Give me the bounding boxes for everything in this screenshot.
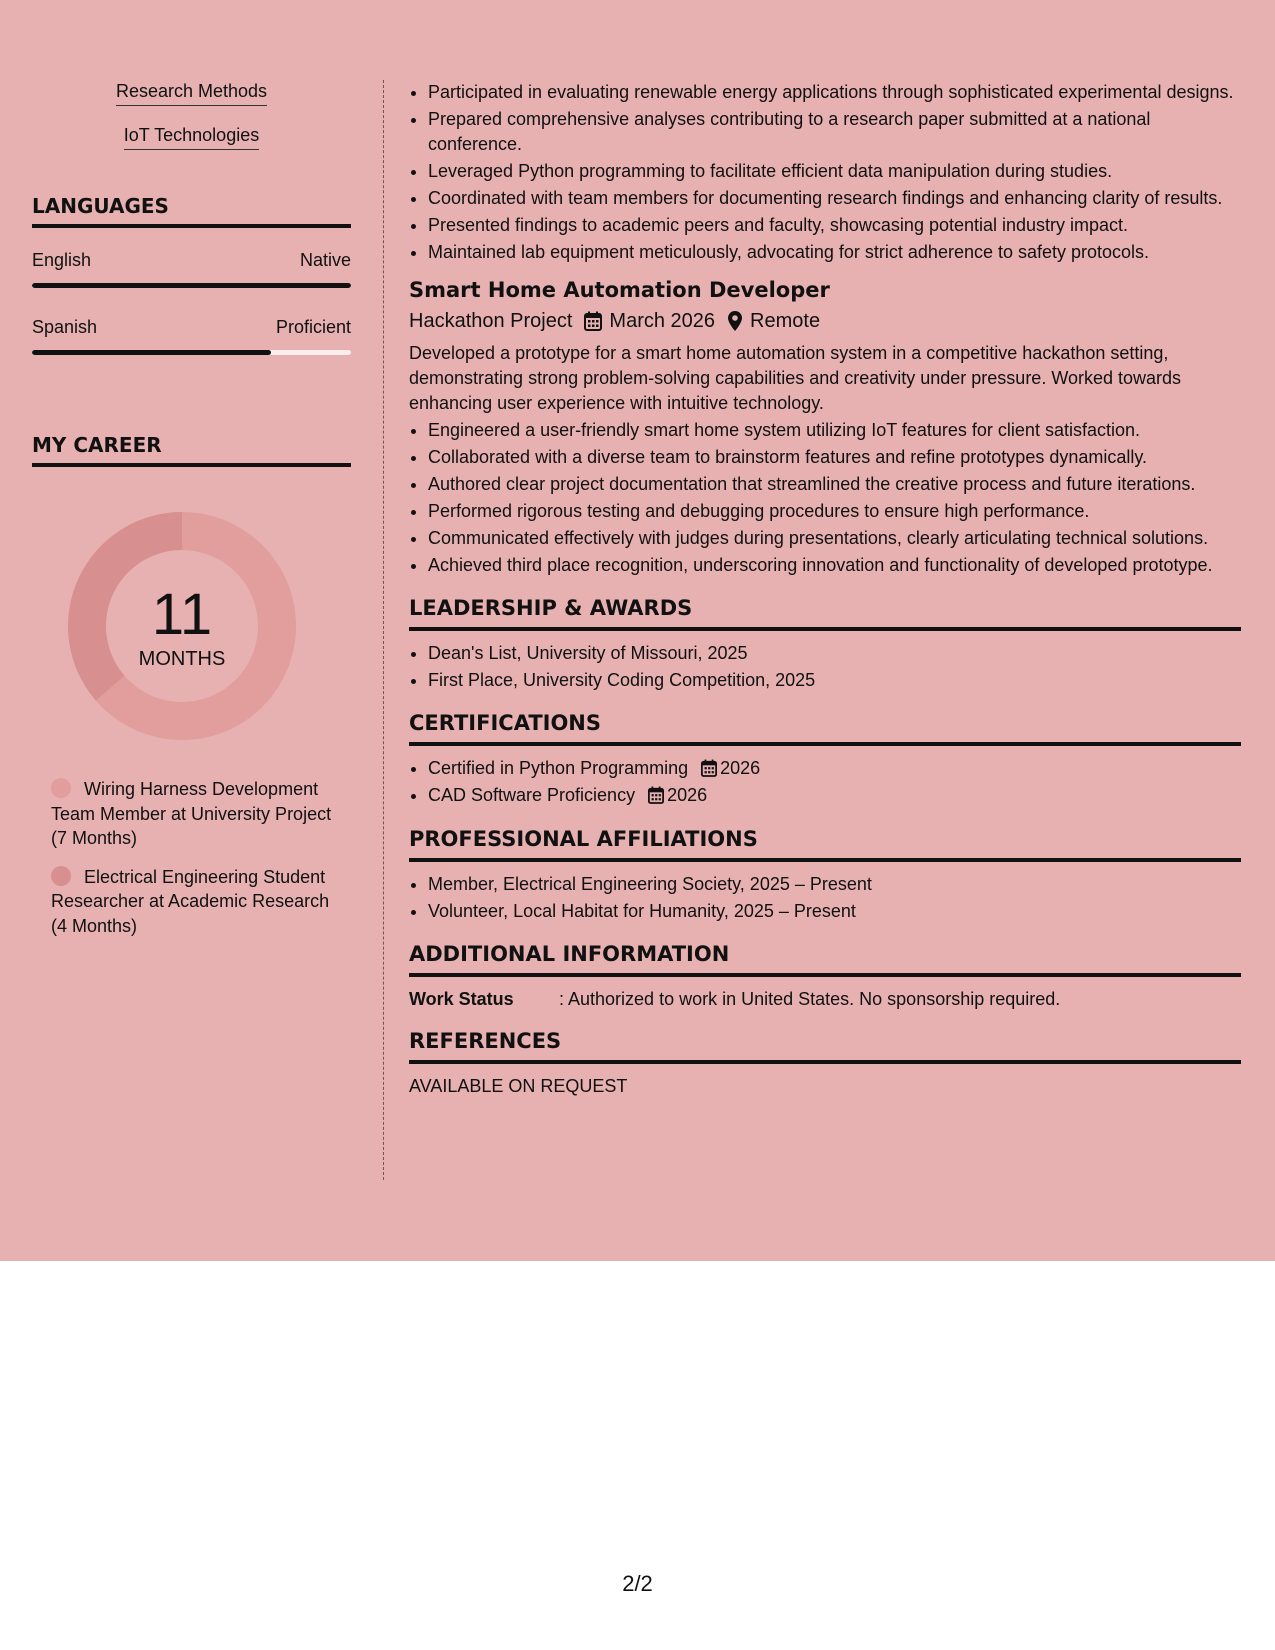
calendar-icon — [648, 786, 664, 804]
list-item: • Coordinated with team members for documenting research findings and enhancing clarity of results. — [428, 186, 1241, 211]
legend-dot-icon — [51, 778, 71, 798]
location-pin-icon — [727, 310, 743, 332]
career-legend-label: Wiring Harness Development Team Member at University Project (7 Months) — [51, 779, 332, 848]
language-proficiency-bar — [32, 350, 351, 355]
list-item: • Member, Electrical Engineering Society, 2025 – Present — [428, 872, 1241, 897]
list-item: • Achieved third place recognition, underscoring innovation and functionality of developed prototype. — [428, 553, 1241, 578]
career-legend-label: Electrical Engineering Student Researcher at Academic Research (4 Months) — [51, 866, 330, 936]
language-name: English — [32, 250, 92, 270]
job-entry — [409, 276, 1241, 578]
language-level: Native — [299, 250, 351, 270]
references-text: AVAILABLE ON REQUEST — [409, 1076, 628, 1096]
list-item: • Authored clear project documentation that streamlined the creative process and future iterations. — [428, 472, 1241, 497]
career-legend-item — [51, 865, 341, 939]
language-name: Spanish — [32, 317, 98, 337]
calendar-icon — [584, 311, 602, 331]
job-organization: Hackathon Project — [409, 310, 573, 332]
language-proficiency-fill — [32, 350, 271, 355]
list-item: • Maintained lab equipment meticulously, advocating for strict adherence to safety protocols. — [428, 240, 1241, 265]
right-column — [409, 80, 1241, 1098]
experience-continued-bullets — [409, 80, 1241, 264]
skill-tag: IoT Technologies — [124, 124, 259, 150]
certifications-list — [409, 756, 1241, 808]
job-title: Smart Home Automation Developer — [409, 278, 830, 302]
career-total-unit: MONTHS — [138, 648, 226, 670]
certifications-heading: CERTIFICATIONS — [409, 710, 1241, 746]
column-divider — [383, 80, 384, 1180]
leadership-list — [409, 641, 1241, 693]
job-location: Remote — [750, 310, 821, 332]
certification-year: 2026 — [720, 758, 761, 778]
language-item — [32, 250, 351, 288]
certification-name: CAD Software Proficiency — [428, 785, 636, 805]
affiliations-list — [409, 872, 1241, 924]
list-item — [428, 783, 1241, 808]
leadership-heading: LEADERSHIP & AWARDS — [409, 595, 1241, 631]
list-item: • Engineered a user-friendly smart home system utilizing IoT features for client satisfaction. — [428, 418, 1241, 443]
languages-heading: LANGUAGES — [32, 194, 351, 228]
list-item: • Prepared comprehensive analyses contributing to a research paper submitted at a national conference. — [428, 107, 1241, 156]
career-heading: MY CAREER — [32, 433, 351, 467]
list-item: • Presented findings to academic peers and faculty, showcasing potential industry impact. — [428, 213, 1241, 238]
list-item: • Performed rigorous testing and debugging procedures to ensure high performance. — [428, 499, 1241, 524]
language-level: Proficient — [275, 317, 351, 337]
legend-dot-icon — [51, 866, 71, 886]
certification-name: Certified in Python Programming — [428, 758, 689, 778]
list-item: • Leveraged Python programming to facilitate efficient data manipulation during studies. — [428, 159, 1241, 184]
page-number: 2/2 — [622, 1571, 653, 1596]
career-donut-chart — [67, 511, 297, 741]
job-bullets — [409, 418, 1241, 578]
list-item: • Dean's List, University of Missouri, 2025 — [428, 641, 1241, 666]
list-item: • Communicated effectively with judges during presentations, clearly articulating technical solutions. — [428, 526, 1241, 551]
certification-year: 2026 — [667, 785, 708, 805]
skill-tag: Research Methods — [116, 80, 267, 106]
work-status-value: : Authorized to work in United States. No sponsorship required. — [559, 989, 1061, 1009]
job-meta — [409, 307, 1241, 335]
references-heading: REFERENCES — [409, 1028, 1241, 1064]
left-column — [32, 80, 351, 952]
career-total-number: 11 — [151, 582, 213, 647]
language-item — [32, 317, 351, 355]
career-total — [67, 511, 297, 741]
career-legend-item — [51, 777, 341, 851]
language-proficiency-fill — [32, 283, 351, 288]
list-item: • Participated in evaluating renewable energy applications through sophisticated experimental designs. — [428, 80, 1241, 105]
work-status-label: Work Status — [409, 989, 514, 1009]
language-proficiency-bar — [32, 283, 351, 288]
affiliations-heading: PROFESSIONAL AFFILIATIONS — [409, 826, 1241, 862]
list-item — [428, 756, 1241, 781]
list-item: • Collaborated with a diverse team to brainstorm features and refine prototypes dynamically. — [428, 445, 1241, 470]
work-status-row — [409, 987, 1241, 1011]
calendar-icon — [701, 759, 717, 777]
job-date: March 2026 — [609, 310, 716, 332]
list-item: • First Place, University Coding Competition, 2025 — [428, 668, 1241, 693]
list-item: • Volunteer, Local Habitat for Humanity, 2025 – Present — [428, 899, 1241, 924]
job-description: Developed a prototype for a smart home automation system in a competitive hackathon setting, demonstrating strong problem-solving capabilities and creativity under pressure. Worked towards enhancing user experience with intuitive technology. — [409, 343, 1182, 413]
additional-info-heading: ADDITIONAL INFORMATION — [409, 941, 1241, 977]
career-legend — [51, 777, 341, 938]
